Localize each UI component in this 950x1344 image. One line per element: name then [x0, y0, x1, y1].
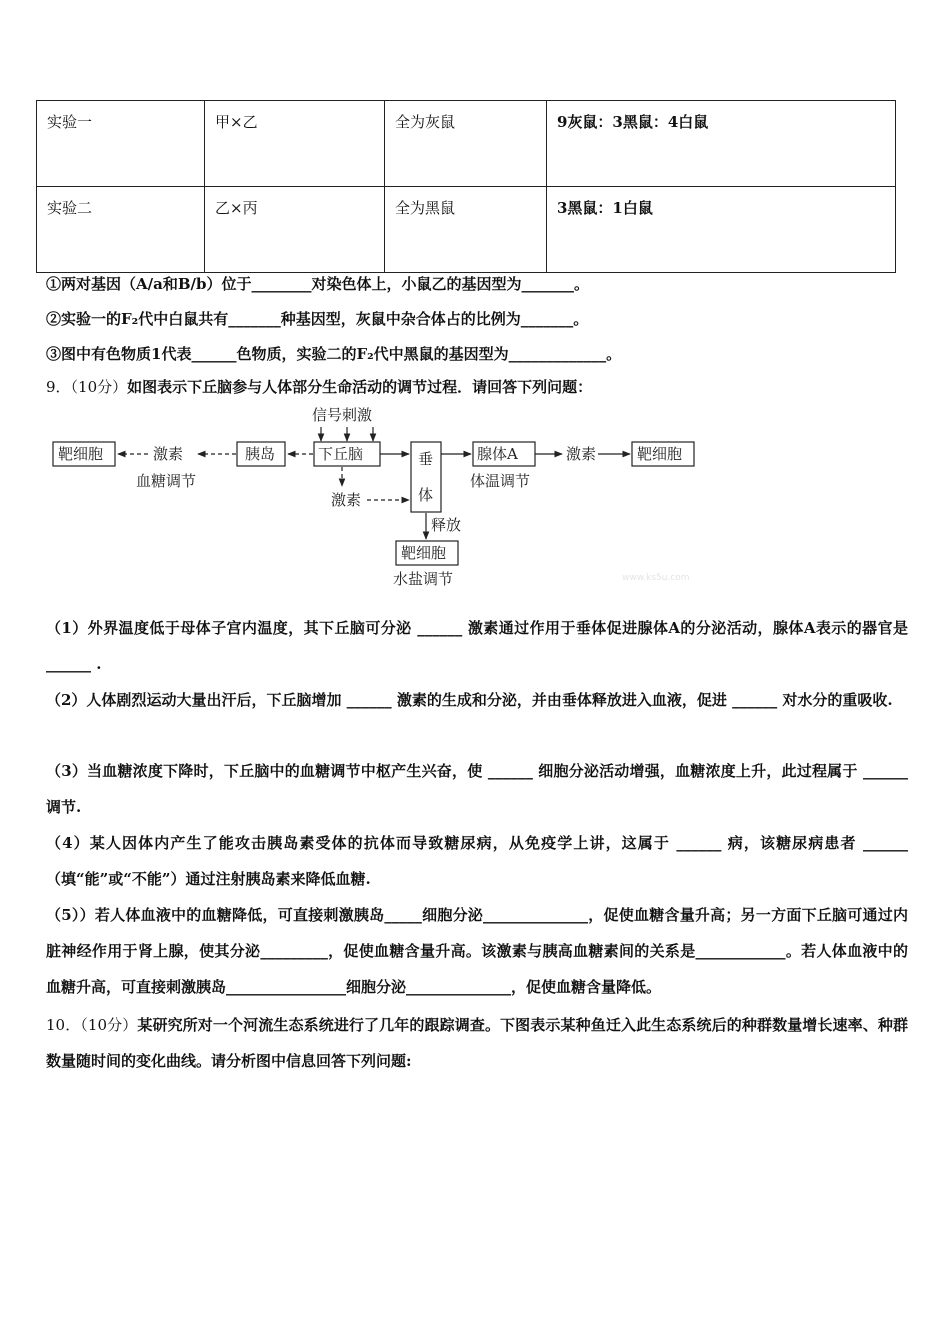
- pituitary-label-top: 垂: [418, 450, 434, 468]
- table-cell: 全为黑鼠: [385, 187, 547, 273]
- question-title: 如图表示下丘脑参与人体部分生命活动的调节过程．请回答下列问题：: [127, 378, 593, 396]
- hormone-label: 激素: [331, 491, 362, 509]
- table-cell: 9灰鼠：3黑鼠：4白鼠: [547, 101, 896, 187]
- experiment-table: [36, 100, 896, 273]
- hypothalamus-regulation-diagram: [50, 404, 710, 594]
- question-number: 10．（10分）: [46, 1016, 138, 1034]
- watermark: www.ks5u.com: [622, 573, 690, 583]
- q9-part-5: （5））若人体血液中的血糖降低，可直接刺激胰岛_____细胞分泌______________，促使血糖含量升高；另一方面下丘脑可通过内脏神经作用于肾上腺，使其分泌_________，促使血糖含量升高。该激素与胰高血糖素间的关系是____________。若人体血液中的血糖升高，可直接刺激胰岛________________细胞分泌______________，促使血糖含量降低。: [46, 906, 908, 996]
- q8-line-2: ②实验一的F₂代中白鼠共有_______种基因型，灰鼠中杂合体占的比例为_______。: [46, 310, 589, 328]
- q9-part-1: （1）外界温度低于母体子宫内温度，其下丘脑可分泌 ______ 激素通过作用于垂体促进腺体A的分泌活动，腺体A表示的器官是 ______ .: [46, 619, 908, 673]
- table-row: [37, 101, 896, 187]
- table-cell: 乙×丙: [205, 187, 385, 273]
- target-cell-label: 靶细胞: [58, 445, 104, 463]
- islet-label: 胰岛: [245, 445, 276, 463]
- water-salt-regulation-label: 水盐调节: [393, 570, 454, 588]
- hormone-label: 激素: [566, 445, 597, 463]
- table-cell: 甲×乙: [205, 101, 385, 187]
- table-cell: 全为灰鼠: [385, 101, 547, 187]
- table-cell: 3黑鼠：1白鼠: [547, 187, 896, 273]
- table-cell: 实验一: [37, 101, 205, 187]
- table-row: [37, 187, 896, 273]
- q8-line-1: ①两对基因（A/a和B/b）位于________对染色体上，小鼠乙的基因型为_______。: [46, 275, 589, 293]
- target-cell-label: 靶细胞: [637, 445, 683, 463]
- q8-line-3: ③图中有色物质1代表______色物质，实验二的F₂代中黑鼠的基因型为_____________。: [46, 345, 622, 363]
- question-text: 某研究所对一个河流生态系统进行了几年的跟踪调查。下图表示某种鱼迁入此生态系统后的种群数量增长速率、种群数量随时间的变化曲线。请分析图中信息回答下列问题:: [46, 1016, 908, 1070]
- question-number: 9．（10分）: [46, 378, 128, 396]
- q9-part-3: （3）当血糖浓度下降时，下丘脑中的血糖调节中枢产生兴奋，使 ______ 细胞分泌活动增强，血糖浓度上升，此过程属于 ______ 调节.: [46, 762, 908, 816]
- pituitary-label-bottom: 体: [418, 486, 434, 504]
- signal-stimulus-label: 信号刺激: [312, 406, 373, 424]
- question-10: [46, 1007, 908, 1079]
- table-cell: 实验二: [37, 187, 205, 273]
- q9-part-4: （4）某人因体内产生了能攻击胰岛素受体的抗体而导致糖尿病，从免疫学上讲，这属于 ______ 病，该糖尿病患者 ______ （填“能”或“不能”）通过注射胰岛素来降低血糖.: [46, 834, 908, 888]
- q9-part-2: （2）人体剧烈运动大量出汗后，下丘脑增加 ______ 激素的生成和分泌，并由垂体释放进入血液，促进 ______ 对水分的重吸收.: [46, 691, 893, 709]
- body-temp-regulation-label: 体温调节: [470, 472, 531, 490]
- question-9-header: [46, 377, 592, 397]
- hormone-label: 激素: [153, 445, 184, 463]
- release-label: 释放: [431, 516, 462, 534]
- target-cell-label: 靶细胞: [401, 544, 447, 562]
- blood-sugar-regulation-label: 血糖调节: [136, 472, 197, 490]
- hypothalamus-label: 下丘脑: [318, 445, 364, 463]
- gland-a-label: 腺体A: [477, 445, 518, 463]
